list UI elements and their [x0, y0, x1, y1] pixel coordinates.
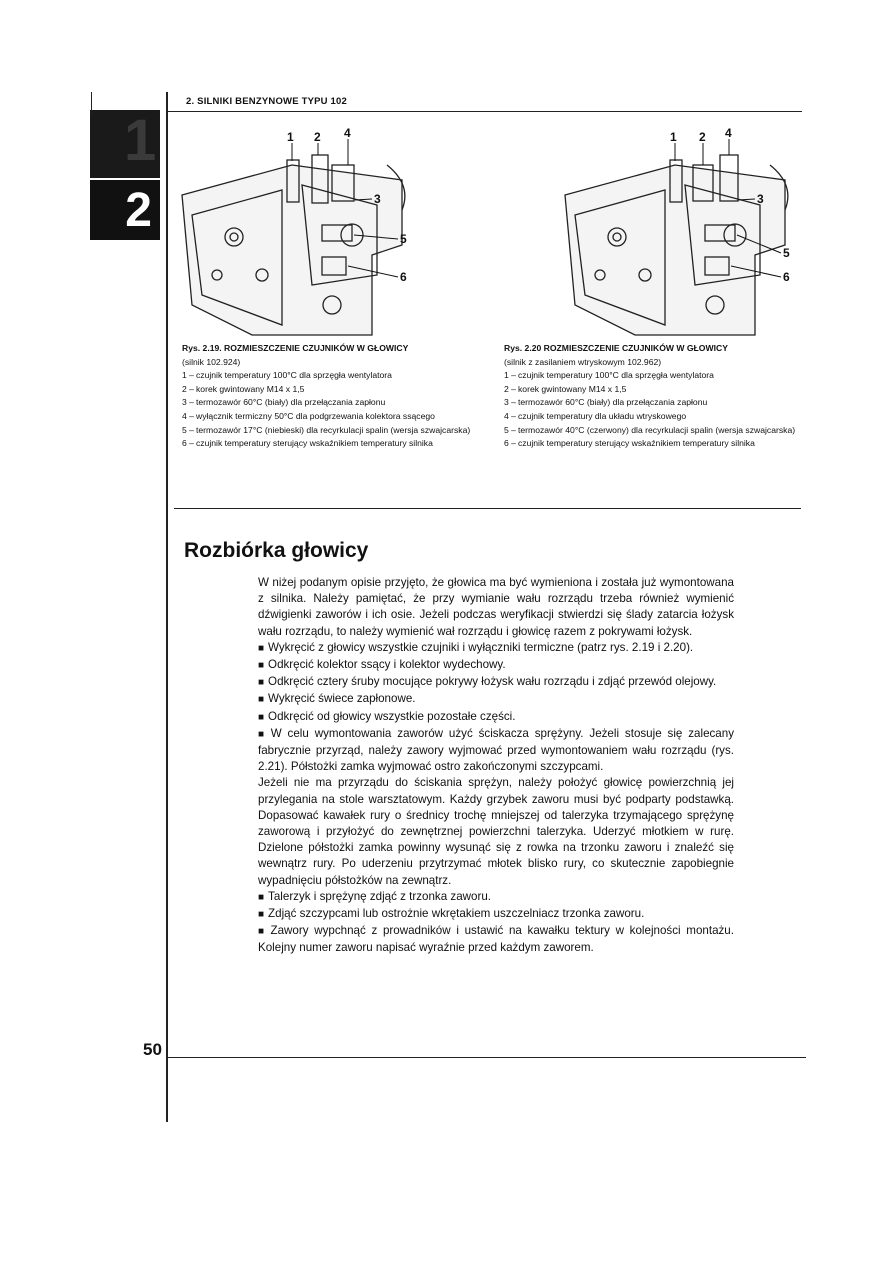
- bullet-paragraph: ■ Wykręcić z głowicy wszystkie czujniki i wyłączniki termiczne (patrz rys. 2.19 i 2.20).: [258, 640, 734, 657]
- caption-item-number: 2 –: [182, 383, 194, 394]
- paragraph: W niżej podanym opisie przyjęto, że głowica ma być wymieniona i została już wymontowana z silnika. Należy pamiętać, że przy wymianie wału rozrządu trzeba również wymienić dźwigienki zaworów i ich osie. Jeżeli podczas weryfikacji stwierdzi się ślady zatarcia łożysk wału rozrządu, to należy wymienić wał rozrządu i głowicę razem z pokrywami łożysk.: [258, 576, 734, 638]
- engine-head-figure-left: [172, 125, 422, 340]
- caption-item-text: czujnik temperatury sterujący wskaźnikiem temperatury silnika: [196, 438, 433, 449]
- caption-item-text: wyłącznik termiczny 50°C dla podgrzewania kolektora ssącego: [196, 410, 435, 421]
- caption-item-number: 6 –: [182, 438, 194, 449]
- caption-item-text: korek gwintowany M14 x 1,5: [196, 383, 305, 394]
- callout-2: 2: [699, 130, 706, 144]
- callout-4: 4: [725, 126, 732, 140]
- bullet-paragraph: ■ Zdjąć szczypcami lub ostrożnie wkrętakiem uszczelniacz trzonka zaworu.: [258, 906, 734, 923]
- callout-1: 1: [670, 130, 677, 144]
- bullet-paragraph: ■ Odkręcić kolektor ssący i kolektor wydechowy.: [258, 657, 734, 674]
- tab-rule: [91, 92, 92, 114]
- paragraph: Jeżeli nie ma przyrządu do ściskania sprężyn, należy położyć głowicę powierzchnią jej przylegania na stole warsztatowym. Każdy grzybek zaworu musi być podparty podstawką. Dopasować kawałek rury o średnicy trochę mniejszej od talerzyka trzymającego sprężynę zaworową i przyłożyć do zewnętrznej powierzchni talerzyka. Uderzyć młotkiem w rurę. Dzielone półstożki zamka powinny wysunąć się z rowka na trzonku zaworu i znaleźć się wewnątrz rury. Po uderzeniu przytrzymać młotek blisko rury, co skutecznie zapobiegnie wypadnięciu półstożków na zewnątrz.: [258, 776, 734, 887]
- callout-3: 3: [757, 192, 764, 206]
- caption-item-text: czujnik temperatury 100°C dla sprzęgła wentylatora: [196, 370, 392, 381]
- caption-item: [182, 383, 482, 397]
- caption-item: [504, 396, 804, 410]
- caption-item-number: 4 –: [504, 410, 516, 421]
- bullet-paragraph: ■ Talerzyk i sprężynę zdjąć z trzonka zaworu.: [258, 889, 734, 906]
- bullet-paragraph: ■ Zawory wypchnąć z prowadników i ustawić na kawałku tektury w kolejności montażu. Kolejny numer zaworu napisać wyraźnie przed każdym zaworem.: [258, 923, 734, 956]
- caption-title: Rys. 2.19. ROZMIESZCZENIE CZUJNIKÓW W GŁOWICY: [182, 343, 409, 353]
- callout-3: 3: [374, 192, 381, 206]
- caption-item-text: korek gwintowany M14 x 1,5: [518, 383, 627, 394]
- caption-subtitle: (silnik 102.924): [182, 356, 241, 367]
- bullet-paragraph: ■ Odkręcić od głowicy wszystkie pozostałe części.: [258, 709, 734, 726]
- caption-item: [504, 383, 804, 397]
- running-header: 2. SILNIKI BENZYNOWE TYPU 102: [186, 96, 347, 107]
- caption-item-number: 3 –: [504, 397, 516, 408]
- caption-item-number: 1 –: [504, 370, 516, 381]
- caption-item-number: 3 –: [182, 397, 194, 408]
- caption-item-number: 4 –: [182, 410, 194, 421]
- caption-item-number: 1 –: [182, 370, 194, 381]
- caption-right: [504, 342, 804, 451]
- caption-item-text: czujnik temperatury dla układu wtryskowego: [518, 410, 687, 421]
- page-number: 50: [143, 1040, 162, 1059]
- caption-item: [182, 437, 482, 451]
- caption-item: [182, 410, 482, 424]
- callout-4: 4: [344, 126, 351, 140]
- caption-item-text: czujnik temperatury 100°C dla sprzęgła wentylatora: [518, 370, 714, 381]
- caption-item: [504, 410, 804, 424]
- footer-rule: [166, 1057, 806, 1058]
- callout-5: 5: [783, 246, 790, 260]
- chapter-tab-ghost: [90, 110, 160, 178]
- caption-title: Rys. 2.20 ROZMIESZCZENIE CZUJNIKÓW W GŁOWICY: [504, 343, 728, 353]
- caption-item: [504, 424, 804, 438]
- callout-6: 6: [783, 270, 790, 284]
- bullet-paragraph: ■ Odkręcić cztery śruby mocujące pokrywy łożysk wału rozrządu i zdjąć przewód olejowy.: [258, 674, 734, 691]
- callout-2: 2: [314, 130, 321, 144]
- caption-subtitle: (silnik z zasilaniem wtryskowym 102.962): [504, 356, 662, 367]
- section-title: Rozbiórka głowicy: [184, 539, 369, 562]
- chapter-tab: 2: [90, 180, 160, 240]
- callout-5: 5: [400, 232, 407, 246]
- caption-item-text: termozawór 60°C (biały) dla przełączania zapłonu: [196, 397, 386, 408]
- caption-item-number: 5 –: [182, 424, 194, 435]
- caption-left: [182, 342, 482, 451]
- caption-item: [182, 424, 482, 438]
- caption-item: [504, 369, 804, 383]
- callout-1: 1: [287, 130, 294, 144]
- caption-item: [182, 396, 482, 410]
- caption-item-text: czujnik temperatury sterujący wskaźnikiem temperatury silnika: [518, 438, 755, 449]
- caption-item-text: termozawór 17°C (niebieski) dla recyrkulacji spalin (wersja szwajcarska): [196, 424, 471, 435]
- body-text: [258, 575, 734, 957]
- caption-item-text: termozawór 60°C (biały) dla przełączania zapłonu: [518, 397, 708, 408]
- bullet-paragraph: ■ Wykręcić świece zapłonowe.: [258, 691, 734, 708]
- caption-item-number: 6 –: [504, 438, 516, 449]
- caption-item-text: termozawór 40°C (czerwony) dla recyrkulacji spalin (wersja szwajcarska): [518, 424, 796, 435]
- header-rule: [166, 111, 802, 112]
- engine-head-figure-right: [555, 125, 805, 340]
- ghost-number: 1: [124, 108, 157, 173]
- bullet-paragraph: ■ W celu wymontowania zaworów użyć ściskacza sprężyny. Jeżeli stosuje się zalecany fabrycznie przyrząd, należy zawory wyjmować przed wymontowaniem wału rozrządu (rys. 2.21). Półstożki zamka wyjmować ostro zakończonymi szczypcami.: [258, 726, 734, 776]
- left-margin-rule: [166, 92, 168, 1122]
- caption-items: [182, 369, 482, 451]
- caption-item: [182, 369, 482, 383]
- caption-item-number: 5 –: [504, 424, 516, 435]
- caption-items: [504, 369, 804, 451]
- caption-item-number: 2 –: [504, 383, 516, 394]
- callout-6: 6: [400, 270, 407, 284]
- caption-item: [504, 437, 804, 451]
- section-rule: [174, 508, 801, 509]
